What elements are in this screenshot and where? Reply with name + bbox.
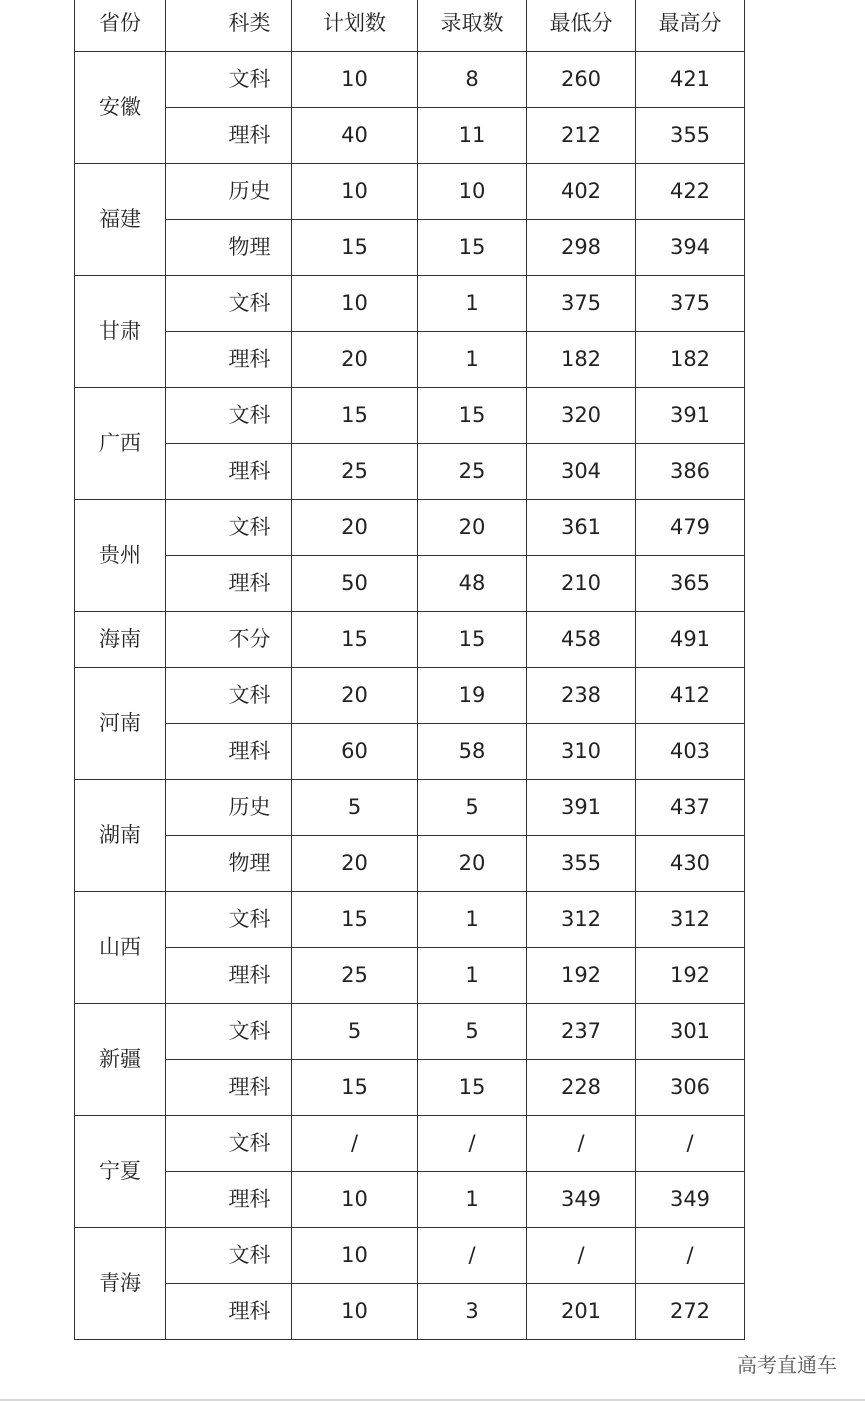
plan-cell: 10 xyxy=(292,1228,418,1284)
admitted-cell: 20 xyxy=(418,500,527,556)
admitted-cell: 19 xyxy=(418,668,527,724)
admitted-cell: 3 xyxy=(418,1284,527,1340)
province-cell: 河南 xyxy=(75,668,166,780)
header-max-score: 最高分 xyxy=(636,0,745,52)
plan-cell: 20 xyxy=(292,668,418,724)
admitted-cell: 8 xyxy=(418,52,527,108)
subject-label: 文科 xyxy=(228,1131,271,1155)
max-score-cell: 386 xyxy=(636,444,745,500)
admitted-cell: 15 xyxy=(418,612,527,668)
table-row xyxy=(75,1284,745,1340)
province-cell: 宁夏 xyxy=(75,1116,166,1228)
source-watermark: 高考直通车 xyxy=(737,1353,837,1377)
subject-cell xyxy=(166,612,292,668)
min-score-cell: 304 xyxy=(527,444,636,500)
subject-cell xyxy=(166,1004,292,1060)
province-cell: 湖南 xyxy=(75,780,166,892)
subject-cell xyxy=(166,1172,292,1228)
admitted-cell: 1 xyxy=(418,892,527,948)
max-score-cell: / xyxy=(636,1228,745,1284)
header-province: 省份 xyxy=(75,0,166,52)
min-score-cell: 228 xyxy=(527,1060,636,1116)
min-score-cell: 238 xyxy=(527,668,636,724)
subject-cell xyxy=(166,724,292,780)
min-score-cell: 355 xyxy=(527,836,636,892)
subject-label: 历史 xyxy=(228,179,271,203)
admitted-cell: 15 xyxy=(418,388,527,444)
subject-label: 理科 xyxy=(228,123,271,147)
subject-label: 文科 xyxy=(228,907,271,931)
max-score-cell: 182 xyxy=(636,332,745,388)
table-row xyxy=(75,1116,745,1172)
max-score-cell: 355 xyxy=(636,108,745,164)
max-score-cell: 365 xyxy=(636,556,745,612)
table-row xyxy=(75,1060,745,1116)
table-row xyxy=(75,388,745,444)
table-row xyxy=(75,724,745,780)
plan-cell: / xyxy=(292,1116,418,1172)
subject-cell xyxy=(166,500,292,556)
subject-label: 文科 xyxy=(228,291,271,315)
subject-label: 理科 xyxy=(228,347,271,371)
table-row xyxy=(75,276,745,332)
min-score-cell: 375 xyxy=(527,276,636,332)
plan-cell: 15 xyxy=(292,1060,418,1116)
min-score-cell: 458 xyxy=(527,612,636,668)
admitted-cell: / xyxy=(418,1228,527,1284)
subject-cell xyxy=(166,164,292,220)
max-score-cell: 437 xyxy=(636,780,745,836)
table-row xyxy=(75,1172,745,1228)
plan-cell: 10 xyxy=(292,164,418,220)
subject-cell xyxy=(166,1116,292,1172)
max-score-cell: / xyxy=(636,1116,745,1172)
admitted-cell: 20 xyxy=(418,836,527,892)
max-score-cell: 349 xyxy=(636,1172,745,1228)
max-score-cell: 391 xyxy=(636,388,745,444)
table-row xyxy=(75,164,745,220)
province-cell: 新疆 xyxy=(75,1004,166,1116)
table-row xyxy=(75,1004,745,1060)
table-row xyxy=(75,836,745,892)
min-score-cell: 402 xyxy=(527,164,636,220)
plan-cell: 40 xyxy=(292,108,418,164)
plan-cell: 15 xyxy=(292,388,418,444)
min-score-cell: 237 xyxy=(527,1004,636,1060)
max-score-cell: 422 xyxy=(636,164,745,220)
header-admitted: 录取数 xyxy=(418,0,527,52)
subject-label: 文科 xyxy=(228,1243,271,1267)
table-row xyxy=(75,780,745,836)
table-row xyxy=(75,220,745,276)
table-row xyxy=(75,500,745,556)
max-score-cell: 403 xyxy=(636,724,745,780)
subject-label: 物理 xyxy=(228,235,271,259)
table-row xyxy=(75,668,745,724)
subject-label: 文科 xyxy=(228,1019,271,1043)
province-cell: 广西 xyxy=(75,388,166,500)
plan-cell: 60 xyxy=(292,724,418,780)
subject-cell xyxy=(166,1228,292,1284)
min-score-cell: 361 xyxy=(527,500,636,556)
subject-label: 理科 xyxy=(228,459,271,483)
admission-table xyxy=(74,0,745,1340)
admitted-cell: 15 xyxy=(418,1060,527,1116)
table-row xyxy=(75,108,745,164)
max-score-cell: 306 xyxy=(636,1060,745,1116)
subject-cell xyxy=(166,276,292,332)
province-cell: 山西 xyxy=(75,892,166,1004)
subject-label: 不分 xyxy=(228,627,271,651)
subject-label: 理科 xyxy=(228,571,271,595)
header-subject-label: 科类 xyxy=(228,10,271,35)
min-score-cell: 182 xyxy=(527,332,636,388)
table-row xyxy=(75,52,745,108)
province-cell: 海南 xyxy=(75,612,166,668)
province-cell: 安徽 xyxy=(75,52,166,164)
max-score-cell: 430 xyxy=(636,836,745,892)
plan-cell: 20 xyxy=(292,836,418,892)
plan-cell: 50 xyxy=(292,556,418,612)
admission-table-container xyxy=(74,0,745,1340)
admission-table-body xyxy=(75,0,745,1340)
plan-cell: 25 xyxy=(292,444,418,500)
subject-label: 理科 xyxy=(228,739,271,763)
min-score-cell: 201 xyxy=(527,1284,636,1340)
min-score-cell: 310 xyxy=(527,724,636,780)
min-score-cell: / xyxy=(527,1116,636,1172)
admitted-cell: 1 xyxy=(418,1172,527,1228)
subject-label: 理科 xyxy=(228,1299,271,1323)
table-header-row xyxy=(75,0,745,52)
min-score-cell: 210 xyxy=(527,556,636,612)
admitted-cell: 10 xyxy=(418,164,527,220)
table-row xyxy=(75,332,745,388)
subject-label: 文科 xyxy=(228,683,271,707)
admitted-cell: 25 xyxy=(418,444,527,500)
min-score-cell: 312 xyxy=(527,892,636,948)
subject-cell xyxy=(166,892,292,948)
admitted-cell: / xyxy=(418,1116,527,1172)
max-score-cell: 479 xyxy=(636,500,745,556)
subject-cell xyxy=(166,668,292,724)
plan-cell: 5 xyxy=(292,1004,418,1060)
plan-cell: 10 xyxy=(292,1284,418,1340)
max-score-cell: 375 xyxy=(636,276,745,332)
subject-cell xyxy=(166,836,292,892)
min-score-cell: 391 xyxy=(527,780,636,836)
subject-cell xyxy=(166,444,292,500)
table-row xyxy=(75,1228,745,1284)
admitted-cell: 1 xyxy=(418,276,527,332)
min-score-cell: 298 xyxy=(527,220,636,276)
plan-cell: 5 xyxy=(292,780,418,836)
min-score-cell: 192 xyxy=(527,948,636,1004)
subject-label: 理科 xyxy=(228,963,271,987)
subject-cell xyxy=(166,780,292,836)
max-score-cell: 301 xyxy=(636,1004,745,1060)
max-score-cell: 272 xyxy=(636,1284,745,1340)
admitted-cell: 11 xyxy=(418,108,527,164)
min-score-cell: 349 xyxy=(527,1172,636,1228)
province-cell: 贵州 xyxy=(75,500,166,612)
table-row xyxy=(75,948,745,1004)
table-row xyxy=(75,556,745,612)
max-score-cell: 412 xyxy=(636,668,745,724)
min-score-cell: 320 xyxy=(527,388,636,444)
subject-label: 历史 xyxy=(228,795,271,819)
plan-cell: 20 xyxy=(292,332,418,388)
subject-label: 文科 xyxy=(228,515,271,539)
plan-cell: 10 xyxy=(292,276,418,332)
subject-cell xyxy=(166,52,292,108)
max-score-cell: 421 xyxy=(636,52,745,108)
plan-cell: 10 xyxy=(292,1172,418,1228)
subject-label: 文科 xyxy=(228,403,271,427)
province-cell: 青海 xyxy=(75,1228,166,1340)
plan-cell: 15 xyxy=(292,220,418,276)
max-score-cell: 312 xyxy=(636,892,745,948)
admitted-cell: 1 xyxy=(418,948,527,1004)
subject-cell xyxy=(166,1284,292,1340)
plan-cell: 20 xyxy=(292,500,418,556)
header-min-score: 最低分 xyxy=(527,0,636,52)
max-score-cell: 394 xyxy=(636,220,745,276)
subject-label: 理科 xyxy=(228,1075,271,1099)
plan-cell: 10 xyxy=(292,52,418,108)
subject-cell xyxy=(166,1060,292,1116)
subject-label: 物理 xyxy=(228,851,271,875)
province-cell: 福建 xyxy=(75,164,166,276)
table-row xyxy=(75,444,745,500)
admitted-cell: 58 xyxy=(418,724,527,780)
subject-cell xyxy=(166,556,292,612)
table-row xyxy=(75,892,745,948)
subject-cell xyxy=(166,388,292,444)
subject-cell xyxy=(166,332,292,388)
subject-cell xyxy=(166,220,292,276)
admitted-cell: 15 xyxy=(418,220,527,276)
min-score-cell: 212 xyxy=(527,108,636,164)
header-subject xyxy=(166,0,292,52)
max-score-cell: 192 xyxy=(636,948,745,1004)
admitted-cell: 5 xyxy=(418,1004,527,1060)
subject-label: 理科 xyxy=(228,1187,271,1211)
subject-cell xyxy=(166,948,292,1004)
table-row xyxy=(75,612,745,668)
plan-cell: 15 xyxy=(292,892,418,948)
max-score-cell: 491 xyxy=(636,612,745,668)
province-cell: 甘肃 xyxy=(75,276,166,388)
min-score-cell: 260 xyxy=(527,52,636,108)
header-plan: 计划数 xyxy=(292,0,418,52)
subject-label: 文科 xyxy=(228,67,271,91)
admitted-cell: 48 xyxy=(418,556,527,612)
min-score-cell: / xyxy=(527,1228,636,1284)
plan-cell: 25 xyxy=(292,948,418,1004)
admitted-cell: 5 xyxy=(418,780,527,836)
plan-cell: 15 xyxy=(292,612,418,668)
subject-cell xyxy=(166,108,292,164)
admitted-cell: 1 xyxy=(418,332,527,388)
